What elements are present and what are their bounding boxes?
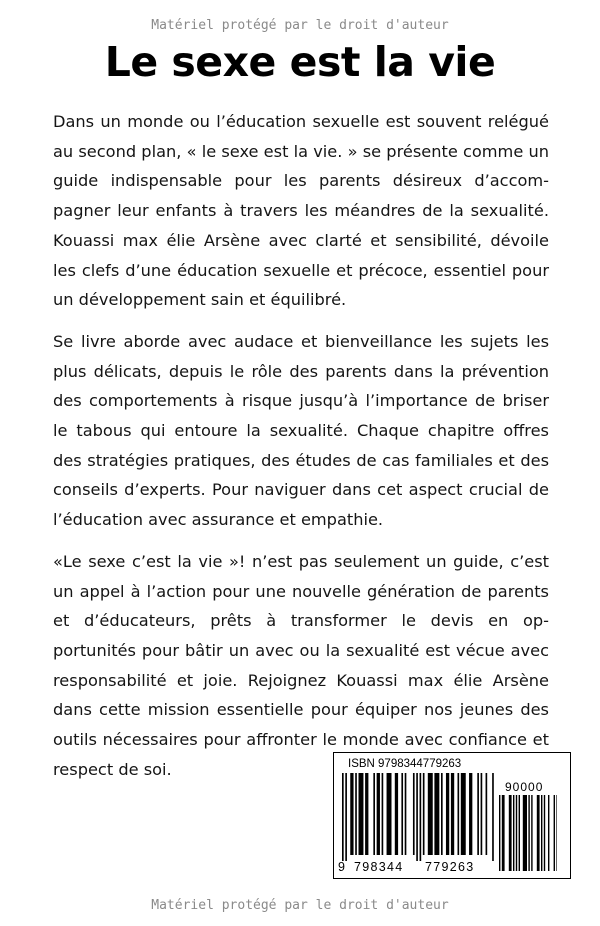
barcode-bar xyxy=(544,795,545,871)
barcode-bar xyxy=(446,773,449,855)
barcode-digits-right: 779263 xyxy=(425,860,475,874)
barcode-bar xyxy=(405,773,407,855)
barcode-bar xyxy=(492,773,494,861)
barcode-bar xyxy=(499,795,500,871)
barcode-bar xyxy=(342,773,344,861)
barcode-bar xyxy=(401,773,403,855)
barcode-bar xyxy=(469,773,472,855)
barcode-bar xyxy=(548,795,549,871)
addon-barcode xyxy=(499,795,557,873)
barcode-bar xyxy=(477,773,479,855)
barcode-bar xyxy=(345,773,347,861)
barcode-bar xyxy=(355,773,357,855)
barcode-bar xyxy=(420,773,422,861)
barcode-bar xyxy=(365,773,368,855)
barcode-bar xyxy=(359,773,364,855)
barcode-bar xyxy=(486,773,488,855)
barcode-bar xyxy=(413,773,415,855)
barcode-bar xyxy=(513,795,514,871)
barcode-bar xyxy=(541,795,542,871)
copyright-watermark-bottom: Matériel protégé par le droit d'auteur xyxy=(151,898,449,913)
isbn-label: ISBN 9798344779263 xyxy=(348,758,462,770)
barcode-bar xyxy=(428,773,433,855)
barcode-bar xyxy=(451,773,454,855)
copyright-watermark-top: Matériel protégé par le droit d'auteur xyxy=(151,18,449,33)
barcode-bar xyxy=(423,773,425,855)
barcode-bar xyxy=(387,773,392,855)
barcode-bar xyxy=(461,773,466,855)
barcode-bar xyxy=(441,773,443,855)
barcode-bar xyxy=(523,795,527,871)
barcode-bar xyxy=(531,795,532,871)
barcode-bar xyxy=(416,773,418,861)
isbn-barcode-box xyxy=(333,752,571,879)
barcode-bar xyxy=(458,773,460,855)
blurb-paragraph-1: Dans un monde ou l’éducation sexuelle est souvent relégué au second plan, « le sexe est la vie. » se présente comme un guide indispensable pour les parents désireux d’accompagner leur enfants à travers les méandres de la sexualité. Kouassi max élie Arsène avec clarté et sensibilité, dévoile les clefs d’une éducation sexuelle et précoce, essentiel pour un développement sain et équilibré. xyxy=(53,112,549,310)
barcode-bar xyxy=(556,795,557,871)
barcode-bar xyxy=(502,795,505,871)
barcode-digit-lead: 9 xyxy=(338,860,347,874)
barcode-bar xyxy=(537,795,540,871)
barcode-bar xyxy=(377,773,380,855)
back-cover-blurb xyxy=(53,107,549,796)
blurb-paragraph-3: «Le sexe c’est la vie »! n’est pas seulement un guide, c’est un appel à l’action pour une nouvelle génération de parents et d’éducateurs, prêts à transformer le devis en opportunités pour bâtir un avec ou la sexualité est vécue avec responsabilité et joie. Rejoignez Kouassi max élie Arsène dans cette mission essentielle pour équiper nos jeunes des outils nécessaires pour affronter le monde avec confiance et respect de soi. xyxy=(53,551,549,779)
barcode-bar xyxy=(350,773,353,855)
barcode-bar xyxy=(516,795,517,871)
barcode-bar xyxy=(395,773,398,855)
price-code-label: 90000 xyxy=(505,780,544,794)
barcode-bar xyxy=(481,773,483,855)
ean13-barcode xyxy=(342,773,494,863)
blurb-paragraph-2: Se livre aborde avec audace et bienveillance les sujets les plus délicats, depuis le rôle des parents dans la prévention des comportements à risque jusqu’à l’importance de briser le tabous qui entoure la sexualité. Chaque chapitre offres des stratégies pratiques, des études de cas familiales et des conseils d’experts. Pour naviguer dans cet aspect crucial de l’éducation avec assurance et empathie. xyxy=(53,331,549,530)
barcode-bar xyxy=(382,773,384,855)
barcode-bar xyxy=(528,795,529,871)
barcode-digits xyxy=(338,860,498,876)
barcode-digits-left: 798344 xyxy=(354,860,404,874)
barcode-bar xyxy=(554,795,555,871)
barcode-bar xyxy=(434,773,439,855)
barcode-bar xyxy=(509,795,512,871)
barcode-bar xyxy=(519,795,520,871)
book-title: Le sexe est la vie xyxy=(104,38,496,86)
barcode-bar xyxy=(373,773,375,855)
